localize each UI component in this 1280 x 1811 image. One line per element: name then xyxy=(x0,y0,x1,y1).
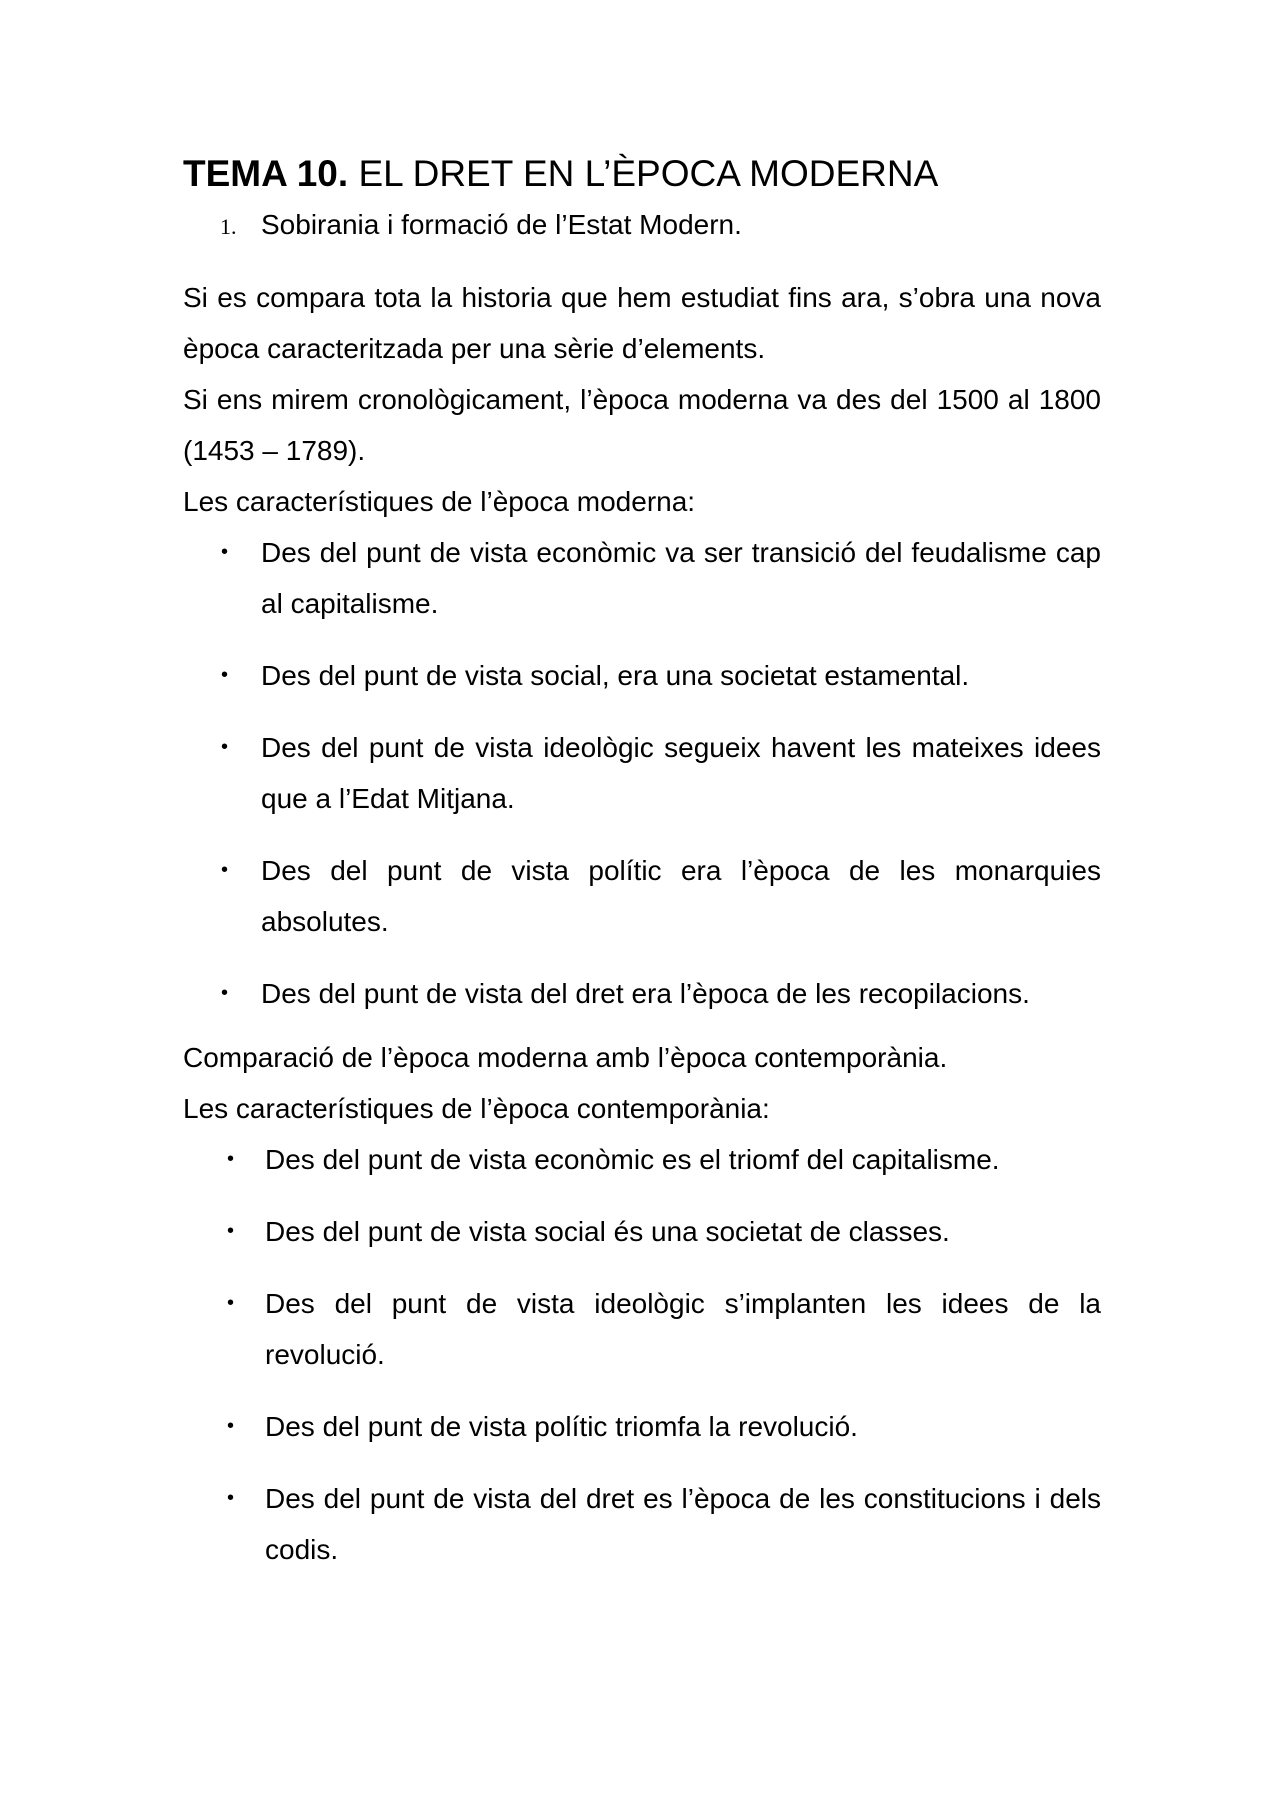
paragraph-chronology: Si ens mirem cronològicament, l’època moderna va des del 1500 al 1800 (1453 – 1789). xyxy=(183,384,1101,466)
bullet-icon: • xyxy=(227,1148,235,1170)
title-text: EL DRET EN L’ÈPOCA MODERNA xyxy=(348,153,939,194)
modern-era-list xyxy=(183,527,1101,1019)
list-item-text: Des del punt de vista del dret era l’època de les recopilacions. xyxy=(261,978,1030,1009)
list-item xyxy=(183,1134,1101,1185)
list-item-text: Des del punt de vista ideològic segueix havent les mateixes idees que a l’Edat Mitjana. xyxy=(261,732,1101,814)
list-item-text: Des del punt de vista ideològic s’implanten les idees de la revolució. xyxy=(265,1288,1101,1370)
bullet-icon: • xyxy=(221,736,229,758)
contemporary-era-list xyxy=(183,1134,1101,1575)
bullet-icon: • xyxy=(227,1292,235,1314)
list-item-text: Des del punt de vista del dret es l’època de les constitucions i dels codis. xyxy=(265,1483,1101,1565)
page-title xyxy=(183,148,1101,200)
bullet-icon: • xyxy=(221,982,229,1004)
bullet-icon: • xyxy=(221,859,229,881)
list-item xyxy=(183,722,1101,824)
paragraph-modern-characteristics: Les característiques de l’època moderna: xyxy=(183,486,696,517)
list-item-text: Des del punt de vista econòmic es el triomf del capitalisme. xyxy=(265,1144,1000,1175)
list-item xyxy=(183,1401,1101,1452)
list-item xyxy=(183,968,1101,1019)
list-item-text: Des del punt de vista polític triomfa la revolució. xyxy=(265,1411,858,1442)
list-item-text: Des del punt de vista social és una societat de classes. xyxy=(265,1216,950,1247)
document-page xyxy=(183,148,1101,1588)
list-item-text: Des del punt de vista polític era l’època de les monarquies absolutes. xyxy=(261,855,1101,937)
bullet-icon: • xyxy=(227,1415,235,1437)
bullet-icon: • xyxy=(227,1487,235,1509)
bullet-icon: • xyxy=(221,664,229,686)
list-item xyxy=(183,1278,1101,1380)
section-title: Sobirania i formació de l’Estat Modern. xyxy=(261,209,742,240)
list-item-text: Des del punt de vista social, era una societat estamental. xyxy=(261,660,970,691)
paragraph-comparison: Comparació de l’època moderna amb l’època contemporània. xyxy=(183,1042,948,1073)
list-item-text: Des del punt de vista econòmic va ser transició del feudalisme cap al capitalisme. xyxy=(261,537,1101,619)
list-item xyxy=(183,527,1101,629)
list-item xyxy=(183,650,1101,701)
bullet-icon: • xyxy=(221,541,229,563)
list-item xyxy=(183,1473,1101,1575)
section-number: 1. xyxy=(220,214,237,239)
list-item xyxy=(183,1206,1101,1257)
section-heading xyxy=(220,202,1101,250)
paragraph-intro: Si es compara tota la historia que hem estudiat fins ara, s’obra una nova època caracteritzada per una sèrie d’elements. xyxy=(183,282,1101,364)
list-item xyxy=(183,845,1101,947)
bullet-icon: • xyxy=(227,1220,235,1242)
paragraph-contemporary-characteristics: Les característiques de l’època contemporània: xyxy=(183,1093,770,1124)
title-number: TEMA 10. xyxy=(183,153,349,194)
